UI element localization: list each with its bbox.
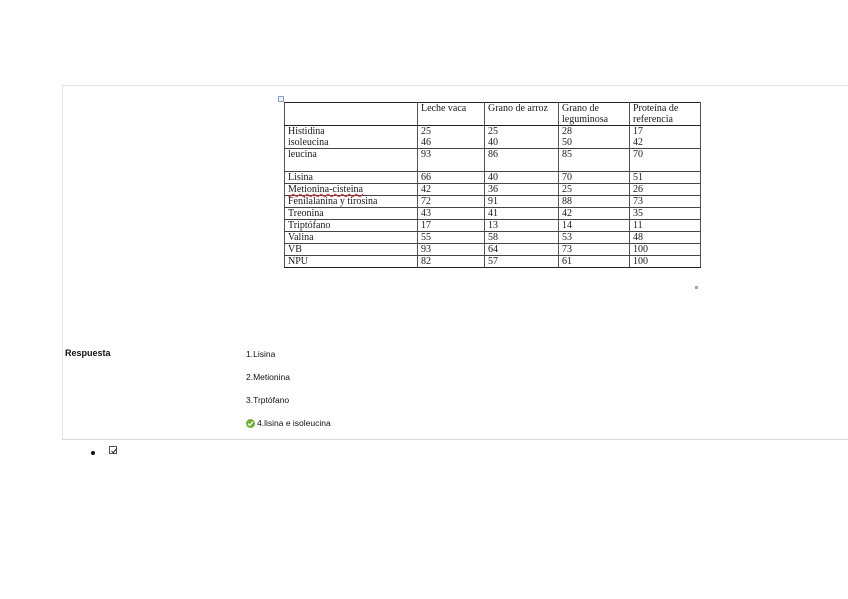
answer-option-text: 2.Metionina xyxy=(246,372,290,382)
table-cell: 17 xyxy=(418,220,485,232)
table-cell: 82 xyxy=(418,256,485,268)
answer-option xyxy=(246,395,289,405)
table-cell: 53 xyxy=(559,232,630,244)
table-cell: 91 xyxy=(485,196,559,208)
table-cell: 55 xyxy=(418,232,485,244)
table-cell: 85 xyxy=(559,149,630,172)
answer-option-text: 4.lisina e isoleucina xyxy=(257,418,331,428)
table-cell: 57 xyxy=(485,256,559,268)
table-resize-handle[interactable] xyxy=(695,286,698,289)
table-cell: 35 xyxy=(630,208,701,220)
table-cell: 73 xyxy=(559,244,630,256)
table-row xyxy=(285,149,701,172)
table-cell: 100 xyxy=(630,256,701,268)
table-cell: NPU xyxy=(285,256,418,268)
table-cell: Treonina xyxy=(285,208,418,220)
table-cell: 28 xyxy=(559,126,630,138)
table-row xyxy=(285,196,701,208)
table-cell: 58 xyxy=(485,232,559,244)
table-cell: 42 xyxy=(418,184,485,196)
answer-option xyxy=(246,349,275,359)
table-header-cell: Grano de arroz xyxy=(485,103,559,126)
table-cell: 25 xyxy=(418,126,485,138)
answer-option-text: 3.Trptófano xyxy=(246,395,290,405)
table-cell: 43 xyxy=(418,208,485,220)
table-cell: VB xyxy=(285,244,418,256)
table-cell: 26 xyxy=(630,184,701,196)
table-cell: Valina xyxy=(285,232,418,244)
table-row xyxy=(285,184,701,196)
table-header-cell: Proteína de referencia xyxy=(630,103,701,126)
table-row xyxy=(285,137,701,149)
table-header-row xyxy=(285,103,701,126)
table-cell: 46 xyxy=(418,137,485,149)
table-cell: 11 xyxy=(630,220,701,232)
answer-option-correct xyxy=(246,418,331,428)
table-cell: 70 xyxy=(630,149,701,172)
table-cell: 42 xyxy=(630,137,701,149)
table-row xyxy=(285,126,701,138)
table-cell: leucina xyxy=(285,149,418,172)
table-cell: 40 xyxy=(485,172,559,184)
table-cell: Fenilalanina y tirosina xyxy=(285,196,418,208)
table-cell: 64 xyxy=(485,244,559,256)
table-row xyxy=(285,220,701,232)
table-cell: 40 xyxy=(485,137,559,149)
table-cell: 42 xyxy=(559,208,630,220)
table-cell: Lisina xyxy=(285,172,418,184)
table-cell: Triptófano xyxy=(285,220,418,232)
table-row xyxy=(285,172,701,184)
table-cell: 93 xyxy=(418,244,485,256)
table-cell: 72 xyxy=(418,196,485,208)
table-row xyxy=(285,232,701,244)
table-cell xyxy=(285,184,418,196)
table-cell-text: Metionina-cisteina xyxy=(288,184,363,195)
table-header-cell: Leche vaca xyxy=(418,103,485,126)
table-cell: 17 xyxy=(630,126,701,138)
table-cell: 13 xyxy=(485,220,559,232)
table-cell: 61 xyxy=(559,256,630,268)
table-cell: 70 xyxy=(559,172,630,184)
table-cell: 86 xyxy=(485,149,559,172)
table-cell: isoleucina xyxy=(285,137,418,149)
table-cell: 100 xyxy=(630,244,701,256)
table-cell: 88 xyxy=(559,196,630,208)
table-header-cell xyxy=(285,103,418,126)
table-cell: 25 xyxy=(485,126,559,138)
answer-label: Respuesta xyxy=(65,348,111,358)
table-row xyxy=(285,208,701,220)
answer-option-text: 1.Lisina xyxy=(246,349,276,359)
table-cell: 50 xyxy=(559,137,630,149)
table-cell: 51 xyxy=(630,172,701,184)
table-cell: 36 xyxy=(485,184,559,196)
answer-option xyxy=(246,372,290,382)
list-bullet xyxy=(91,451,95,455)
table-header-cell: Grano de leguminosa xyxy=(559,103,630,126)
table-cell: 73 xyxy=(630,196,701,208)
table-cell: 48 xyxy=(630,232,701,244)
amino-acid-table xyxy=(284,102,701,268)
correct-check-icon xyxy=(246,419,255,428)
table-cell: Histidina xyxy=(285,126,418,138)
table-cell: 41 xyxy=(485,208,559,220)
table-row xyxy=(285,256,701,268)
table-row xyxy=(285,244,701,256)
checkbox[interactable] xyxy=(109,446,117,454)
table-cell: 25 xyxy=(559,184,630,196)
table-cell: 93 xyxy=(418,149,485,172)
table-cell: 14 xyxy=(559,220,630,232)
table-cell: 66 xyxy=(418,172,485,184)
